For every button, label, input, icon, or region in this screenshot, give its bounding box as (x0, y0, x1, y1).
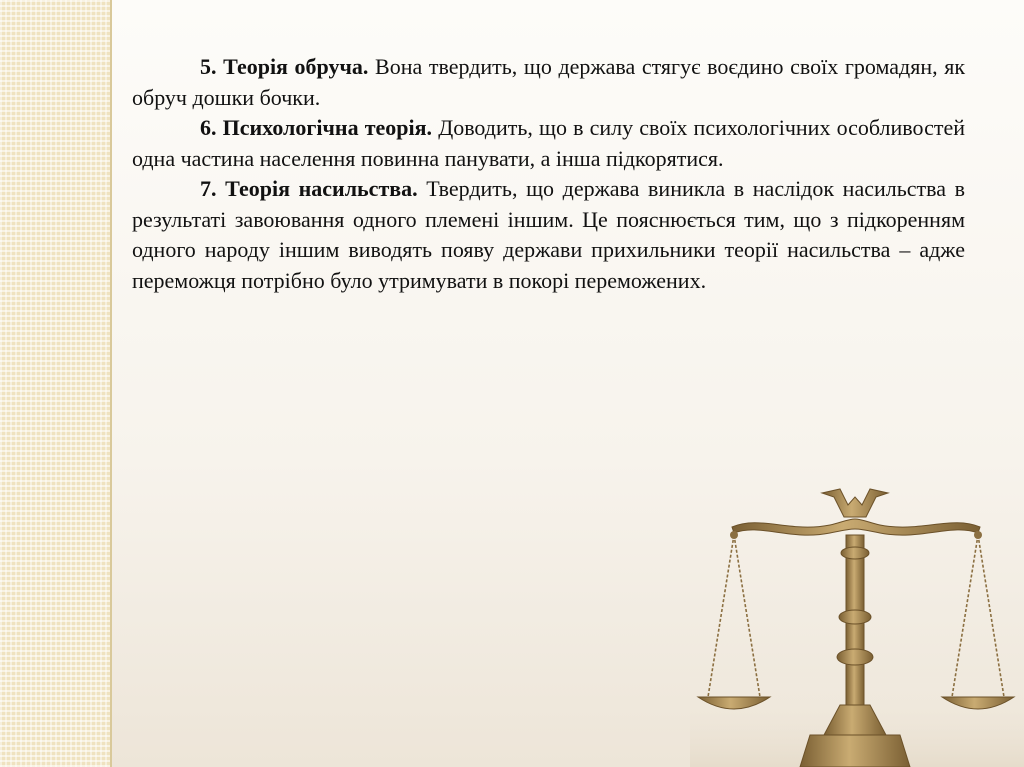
paragraph-heading: 7. Теорія насильства. (200, 176, 418, 201)
paragraph-heading: 6. Психологічна теорія. (200, 115, 433, 140)
paragraph-body: Твердить, що держава виникла в наслідок насильства в результаті завоювання одного племені іншим. Це пояснюється тим, що з підкоренням одного народу іншим виводять появу держави прихильники теорії насильства – адже переможця потрібно було утримувати в покорі переможених. (132, 176, 966, 293)
slide-text (132, 52, 965, 296)
paragraph-heading: 5. Теорія обруча. (200, 54, 369, 79)
decorative-left-strip (0, 0, 112, 767)
paragraph-body: Вона твердить, що держава стягує воєдино своїх громадян, як обруч дошки бочки. (132, 54, 966, 110)
paragraph-violence-theory (132, 174, 965, 296)
paragraph-psychological-theory (132, 113, 965, 174)
paragraph-body: Доводить, що в силу своїх психологічних особливостей одна частина населення повинна панувати, а інша підкорятися. (132, 115, 965, 171)
paragraph-hoop-theory (132, 52, 965, 113)
scales-of-justice-icon (690, 475, 1024, 767)
